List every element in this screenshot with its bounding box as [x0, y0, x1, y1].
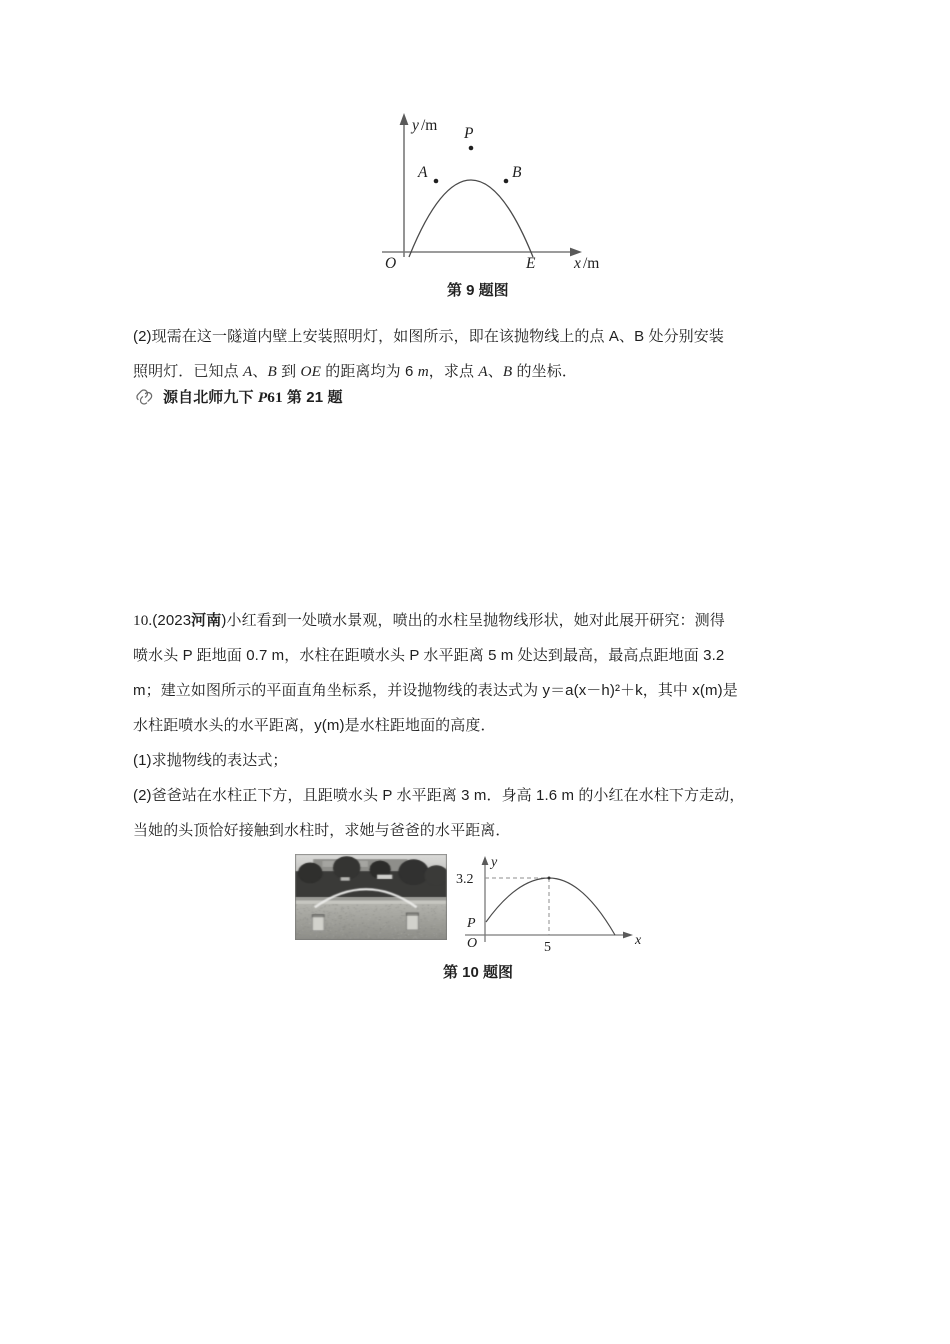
figure-10-graph: [455, 852, 675, 952]
p9l2-sep4: ，求点: [428, 363, 479, 380]
problem10-q1-text: (1)求抛物线的表达式；: [133, 752, 288, 769]
problem10-question1: [133, 753, 288, 768]
svg-text:/m: /m: [421, 117, 438, 134]
p9l2-end: 的坐标．: [512, 363, 577, 380]
p9l2-sep5: 、: [487, 363, 503, 380]
problem10-number: 10.: [133, 612, 153, 629]
point-B: [504, 179, 509, 184]
p9l2-sep1: 、: [252, 363, 268, 380]
source-page-number: 61: [267, 389, 283, 406]
problem10-line2: [133, 648, 724, 663]
p9l2-m: m: [417, 363, 429, 380]
problem10-year: (2023: [152, 612, 192, 629]
source-page-letter: P: [257, 389, 268, 406]
problem10-line2-text: 喷水头 P 距地面 0.7 m，水柱在距喷水头 P 水平距离 5 m 处达到最高，最高点距地面 3.2: [133, 647, 725, 664]
p9l2-pre: 照明灯．已知点: [133, 363, 243, 380]
problem10-q2-line2-text: 当她的头顶恰好接触到水柱时，求她与爸爸的水平距离．: [133, 822, 511, 839]
svg-text:5: 5: [544, 940, 551, 952]
svg-text:A: A: [418, 164, 428, 181]
figure-10: [280, 852, 680, 952]
problem10-paren: ): [221, 612, 227, 629]
problem10-question2-line2: [133, 823, 511, 838]
svg-text:P: P: [464, 125, 474, 142]
figure-10-caption: 第 10 题图: [443, 964, 514, 981]
source-pre: 源自北师九下: [163, 389, 258, 406]
svg-text:3.2: 3.2: [456, 872, 474, 887]
p9l2-sep2: 到: [276, 363, 301, 380]
problem9-part2-line2: [133, 364, 577, 379]
svg-text:B: B: [512, 164, 522, 181]
problem10-line1: [133, 613, 725, 628]
problem10-line3-text: m；建立如图所示的平面直角坐标系，并设抛物线的表达式为 y＝a(x－h)²＋k，其中 x(m)是: [133, 682, 738, 699]
svg-text:/m: /m: [583, 255, 600, 270]
fountain-photo: [295, 854, 447, 940]
source-reference: [163, 390, 343, 405]
point-P: [469, 146, 474, 151]
figure-9-caption: 第 9 题图: [447, 282, 509, 299]
problem10-line1-rest: 小红看到一处喷水景观，喷出的水柱呈抛物线形状，她对此展开研究：测得: [226, 612, 725, 629]
svg-text:O: O: [385, 255, 397, 270]
svg-text:P: P: [467, 916, 476, 931]
link-icon: [135, 388, 157, 411]
figure-9-graph: [330, 105, 620, 270]
problem9-part2-line1: [133, 329, 724, 344]
p9l2-b: B: [267, 363, 277, 380]
problem10-question2-line1: [133, 788, 744, 803]
svg-text:x: x: [635, 933, 642, 948]
p9l2-sep3: 的距离均为 6: [320, 363, 418, 380]
problem10-line4-text: 水柱距喷水头的水平距离，y(m)是水柱距地面的高度．: [133, 717, 496, 734]
p9l2-b2: B: [502, 363, 513, 380]
point-A: [434, 179, 439, 184]
svg-text:O: O: [467, 936, 478, 951]
problem10-region: 河南: [191, 612, 222, 629]
p9l2-a: A: [242, 363, 253, 380]
svg-text:y: y: [491, 855, 498, 870]
problem10-q2-line1-text: (2)爸爸站在水柱正下方，且距喷水头 P 水平距离 3 m．身高 1.6 m 的小红在水柱下方走动，: [133, 787, 745, 804]
vertex-point: [548, 877, 551, 880]
problem9-part2-line1-text: (2)现需在这一隧道内壁上安装照明灯，如图所示，即在该抛物线上的点 A、B 处分别安装: [133, 328, 724, 345]
p9l2-oe: OE: [300, 363, 321, 380]
source-post: 第 21 题: [282, 389, 343, 406]
p9l2-a2: A: [478, 363, 488, 380]
problem10-line3: [133, 683, 738, 698]
problem10-line4: [133, 718, 496, 733]
svg-text:E: E: [526, 255, 536, 270]
svg-text:y: y: [412, 117, 419, 134]
svg-text:x: x: [574, 255, 581, 270]
